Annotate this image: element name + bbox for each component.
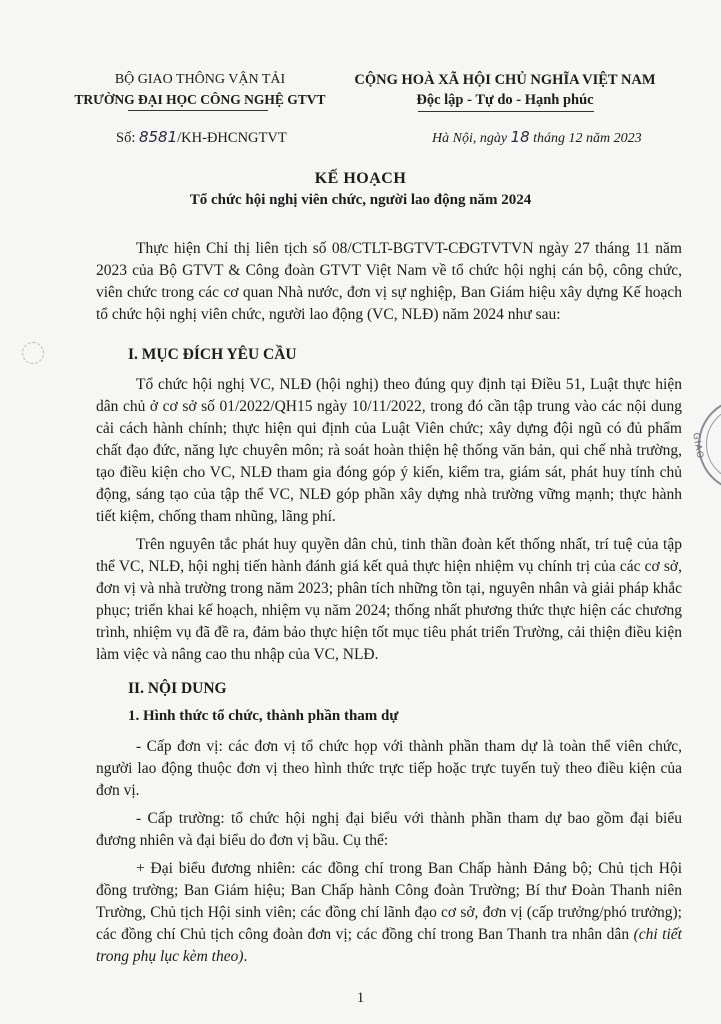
issuing-agency (50, 70, 350, 110)
ministry-name: BỘ GIAO THÔNG VẬN TẢI (114, 72, 286, 87)
intro-paragraph (96, 238, 682, 326)
document-subtitle: Tổ chức hội nghị viên chức, người lao động năm 2024 (189, 192, 532, 208)
section-2-para-3-text: + Đại biểu đương nhiên: các đồng chí trong Ban Chấp hành Đảng bộ; Chủ tịch Hội đồng trường; Ban Giám hiệu; Ban Chấp hành Công đoàn Trường; Bí thư Đoàn Thanh niên Trường, Chủ tịch Hội sinh viên; các đồng chí lãnh đạo cơ sở, đơn vị (cấp trưởng/phó trưởng); các đồng chí Chủ tịch công đoàn đơn vị; các đồng chí trong Ban Thanh tra nhân dân (96, 860, 682, 943)
seal-stamp-text: GIAO (690, 432, 705, 461)
motto-line: Độc lập - Tự do - Hạnh phúc (416, 92, 594, 108)
section-2-para-3 (96, 858, 682, 968)
section-1-para-2: Trên nguyên tắc phát huy quyền dân chủ, tinh thần đoàn kết thống nhất, trí tuệ của tập thể VC, NLĐ, hội nghị tiến hành đánh giá kết quả thực hiện nhiệm vụ chính trị của các cơ sở, đơn vị và nhà trường trong năm 2023; phân tích những tồn tại, nguyên nhân và giải pháp khắc phục; triển khai kế hoạch, nhiệm vụ năm 2024; thống nhất phương thức thực hiện các chương trình, nhiệm vụ đã đề ra, đảm bảo thực hiện tốt mục tiêu phát triển Trường, cải thiện điều kiện làm việc và nâng cao thu nhập của VC, NLĐ. (96, 536, 682, 663)
section-1-body (96, 374, 682, 666)
section-2-subheading: 1. Hình thức tổ chức, thành phần tham dự (128, 708, 399, 724)
section-2-para-2: - Cấp trường: tổ chức hội nghị đại biểu với thành phần tham dự bao gồm đại biểu đương nhiên và đại biểu do đơn vị bầu. Cụ thể: (96, 810, 682, 849)
doc-number-prefix: Số: (116, 130, 139, 146)
section-2-body (96, 736, 682, 968)
punch-hole-mark (22, 342, 44, 364)
date-suffix: tháng 12 năm 2023 (529, 131, 642, 146)
issue-date (432, 128, 642, 147)
document-number (116, 128, 287, 147)
doc-number-suffix: /KH-ĐHCNGTVT (177, 130, 287, 146)
country-name: CỘNG HOÀ XÃ HỘI CHỦ NGHĨA VIỆT NAM (354, 72, 656, 88)
section-2-para-3-italic: (chi tiết trong phụ lục kèm theo) (96, 926, 682, 965)
date-day-handwritten: 18 (510, 128, 530, 146)
motto-underline (418, 111, 594, 112)
section-2-heading: II. NỘI DUNG (128, 680, 227, 697)
section-1-heading: I. MỤC ĐÍCH YÊU CẦU (128, 346, 297, 363)
page-number: 1 (356, 990, 365, 1006)
national-motto (345, 70, 665, 110)
intro-text: Thực hiện Chỉ thị liên tịch số 08/CTLT-BGTVT-CĐGTVTVN ngày 27 tháng 11 năm 2023 của Bộ GTVT & Công đoàn GTVT Việt Nam về tổ chức hội nghị cán bộ, công chức, viên chức trong các cơ quan Nhà nước, đơn vị sự nghiệp, Ban Giám hiệu xây dựng Kế hoạch tổ chức hội nghị viên chức, người lao động (VC, NLĐ) năm 2024 như sau: (96, 240, 682, 323)
date-prefix: Hà Nội, ngày (432, 131, 511, 146)
section-2-para-3-end: . (243, 948, 248, 965)
section-1-para-1: Tổ chức hội nghị VC, NLĐ (hội nghị) theo đúng quy định tại Điều 51, Luật thực hiện dân chủ ở cơ sở số 01/2022/QH15 ngày 10/11/2022, trong đó cần tập trung vào các nội dung cải cách hành chính; thực hiện qui định của Luật Viên chức; xây dựng đội ngũ có đủ phẩm chất đạo đức, năng lực chuyên môn; rà soát hoàn thiện hệ thống văn bản, qui chế nhà trường, tạo điều kiện cho VC, NLĐ tham gia đóng góp ý kiến, kiểm tra, giám sát, phát huy tính chủ động, sáng tạo của tập thể VC, NLĐ góp phần xây dựng nhà trường vững mạnh; thực hành tiết kiệm, chống tham nhũng, lãng phí. (96, 376, 682, 525)
school-name: TRƯỜNG ĐẠI HỌC CÔNG NGHỆ GTVT (74, 92, 326, 107)
document-title: KẾ HOẠCH (314, 170, 407, 187)
section-2-para-1: - Cấp đơn vị: các đơn vị tổ chức họp với thành phần tham dự là toàn thể viên chức, người lao động thuộc đơn vị theo hình thức trực tiếp hoặc trực tuyến tuỳ theo điều kiện của đơn vị. (96, 738, 682, 799)
doc-number-handwritten: 8581 (138, 128, 178, 146)
agency-underline (128, 110, 268, 111)
